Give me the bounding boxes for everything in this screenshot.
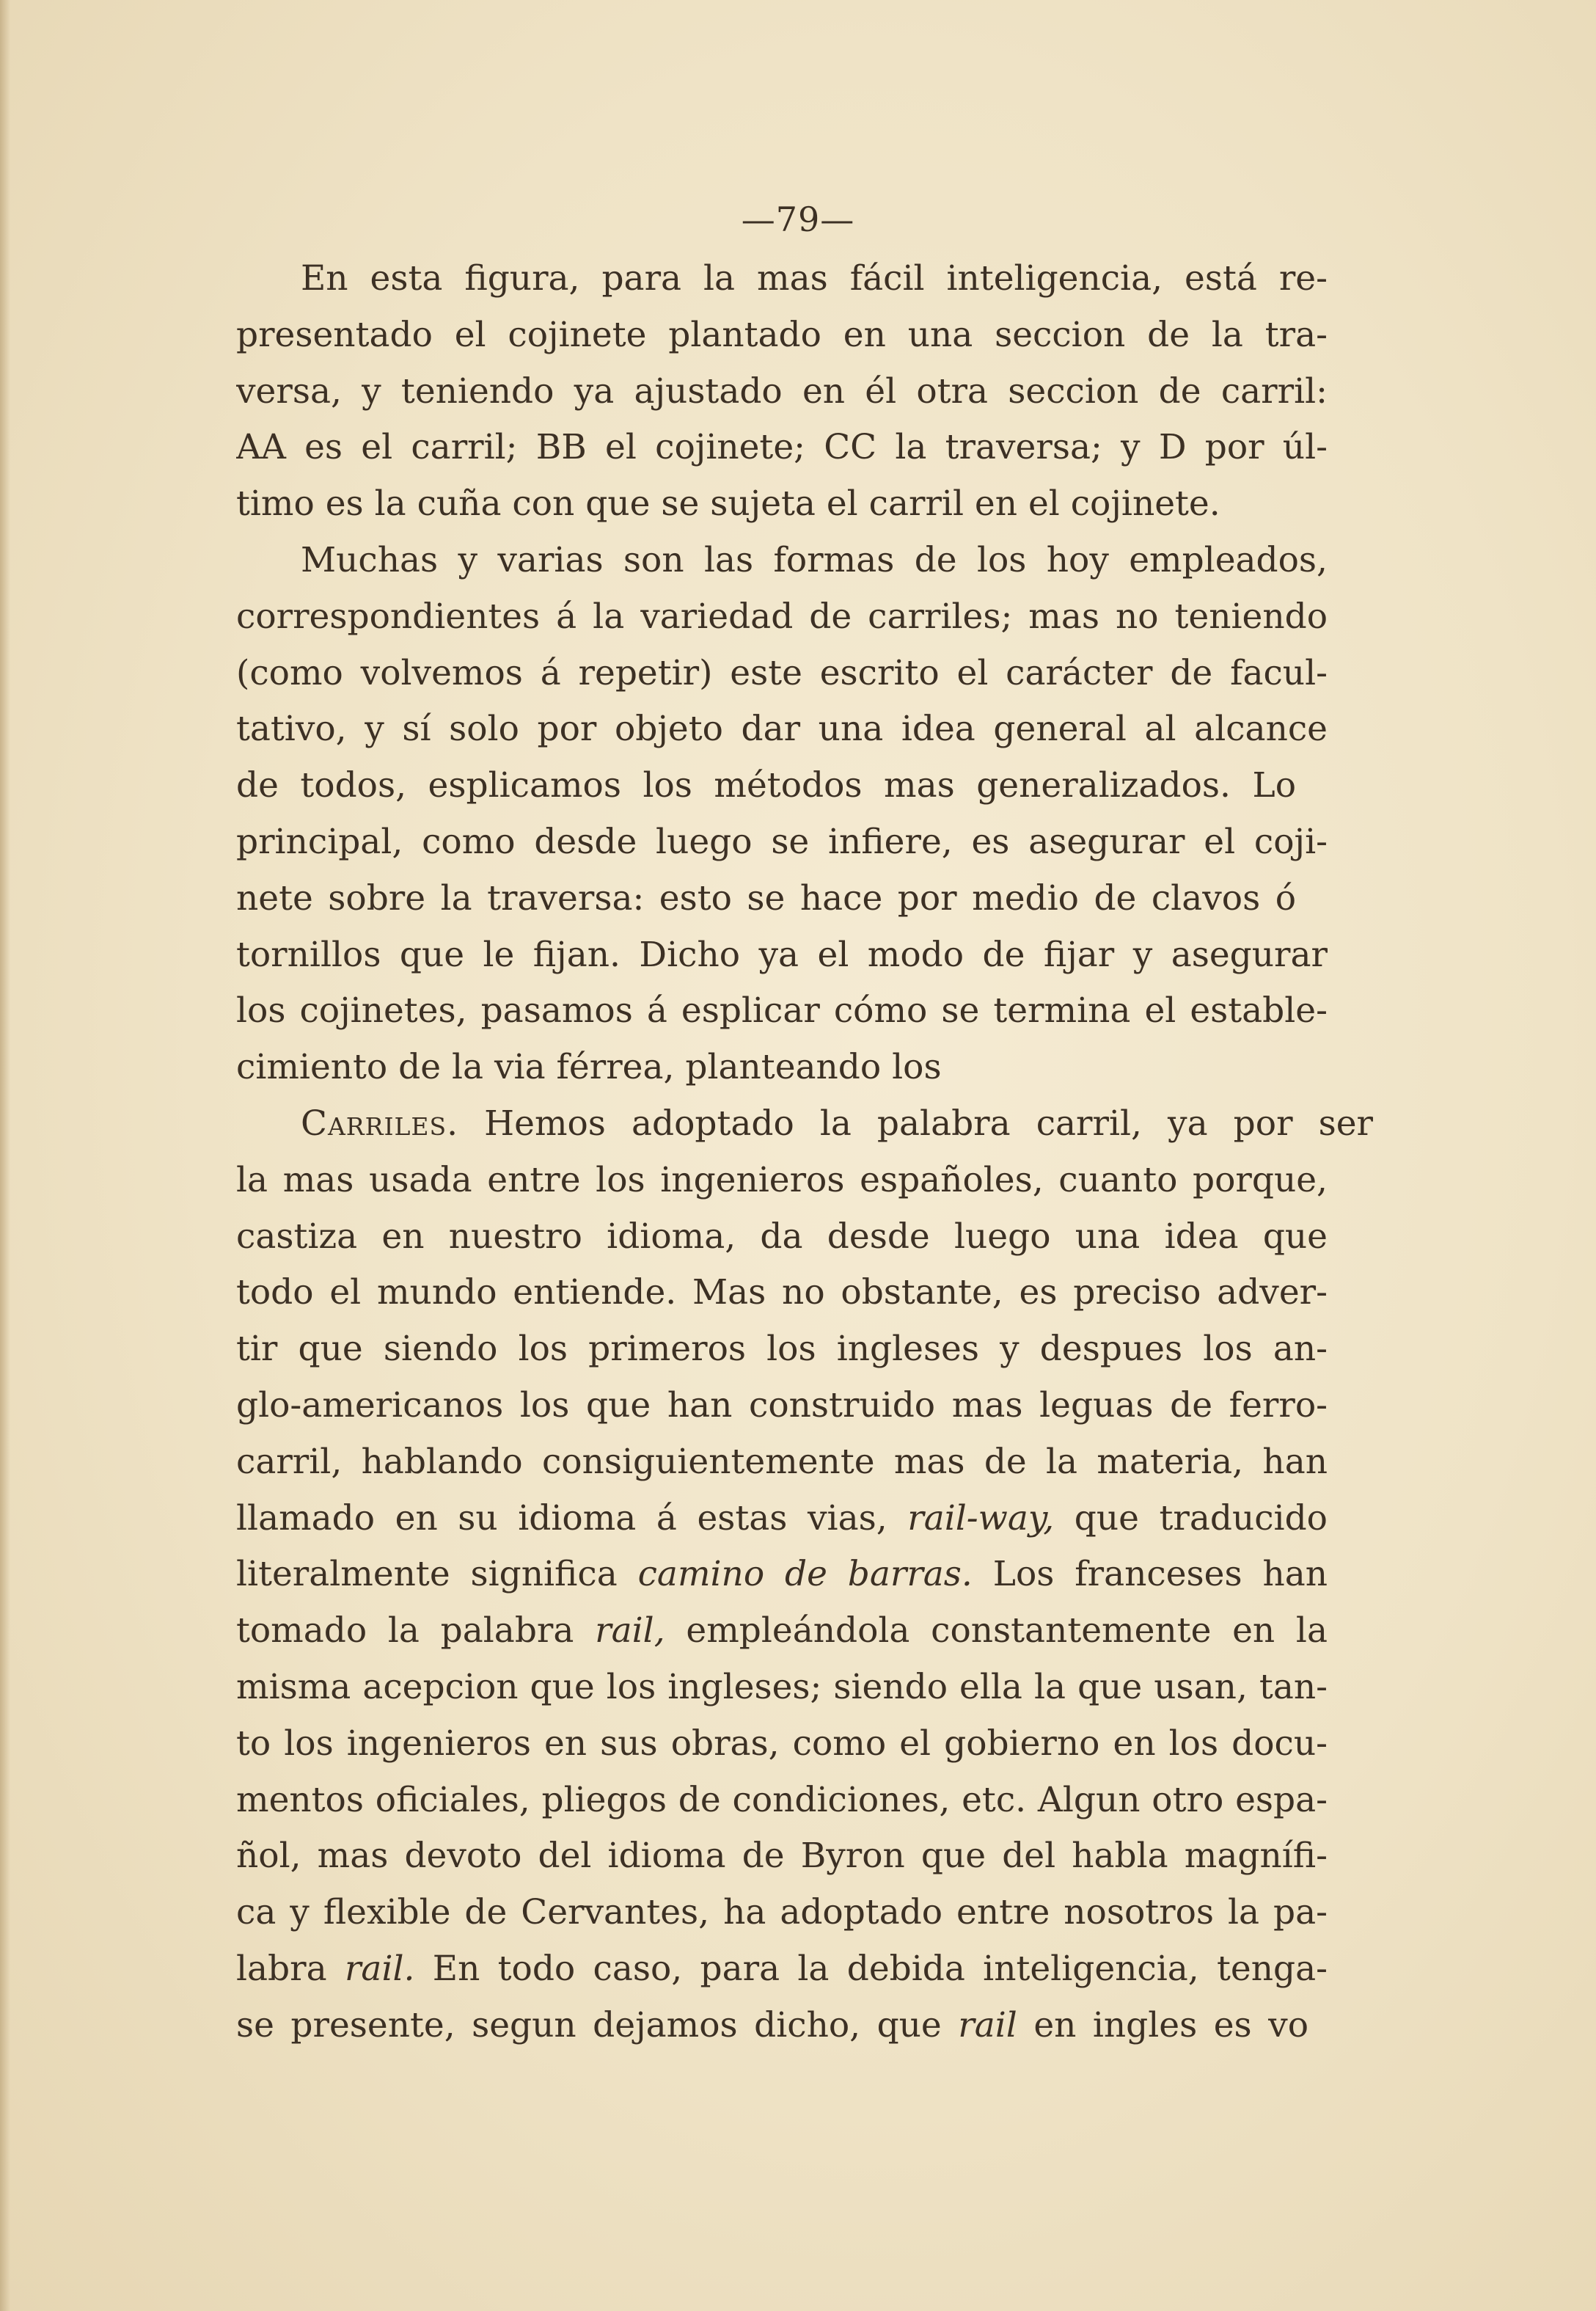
- text-line: correspondientes á la variedad de carriles; mas no teniendo: [236, 596, 1328, 637]
- italic-term: rail: [958, 2004, 1017, 2045]
- text-line: [236, 1998, 1308, 2054]
- text-span: en ingles es vo: [1033, 2004, 1308, 2045]
- text-line: los cojinetes, pasamos á esplicar cómo se termina el estable-: [236, 990, 1328, 1032]
- section-heading: Carriles.: [301, 1103, 459, 1144]
- text-line: [236, 1491, 1328, 1547]
- text-line: [236, 1603, 1328, 1660]
- text-line: [236, 1941, 1328, 1998]
- body-text: [236, 251, 1373, 2054]
- text-line: tativo, y sí solo por objeto dar una idea general al alcance: [236, 709, 1328, 750]
- text-span: En todo caso, para la debida inteligencia, tenga-: [432, 1948, 1328, 1989]
- text-line: ñol, mas devoto del idioma de Byron que del habla magnífi-: [236, 1836, 1328, 1877]
- text-line: timo es la cuña con que se sujeta el carril en el cojinete.: [236, 483, 1220, 525]
- text-line: [236, 1547, 1328, 1603]
- text-span: empleándola constantemente en la: [686, 1610, 1328, 1651]
- text-line: ca y flexible de Cervantes, ha adoptado entre nosotros la pa-: [236, 1892, 1328, 1933]
- text-span: labra: [236, 1948, 327, 1989]
- text-line: todo el mundo entiende. Mas no obstante, es preciso adver-: [236, 1272, 1328, 1313]
- text-span: que traducido: [1074, 1497, 1328, 1538]
- text-line: de todos, esplicamos los métodos mas generalizados. Lo: [236, 765, 1296, 806]
- text-span: llamado en su idioma á estas vias,: [236, 1497, 887, 1538]
- italic-term: rail.: [344, 1948, 415, 1989]
- text-line: versa, y teniendo ya ajustado en él otra seccion de carril:: [236, 370, 1328, 412]
- text-line: nete sobre la traversa: esto se hace por medio de clavos ó: [236, 877, 1296, 919]
- text-span: se presente, segun dejamos dicho, que: [236, 2004, 942, 2045]
- text-line: carril, hablando consiguientemente mas de la materia, han: [236, 1441, 1328, 1482]
- text-line: tir que siendo los primeros los ingleses y despues los an-: [236, 1329, 1328, 1370]
- italic-term: camino de barras.: [637, 1554, 973, 1595]
- text-span: tomado la palabra: [236, 1610, 574, 1651]
- text-line: la mas usada entre los ingenieros españoles, cuanto porque,: [236, 1159, 1328, 1200]
- text-line: [236, 1096, 1373, 1153]
- italic-term: rail-way,: [907, 1497, 1055, 1538]
- text-line: AA es el carril; BB el cojinete; CC la traversa; y D por úl-: [236, 427, 1328, 468]
- text-line: misma acepcion que los ingleses; siendo ella la que usan, tan-: [236, 1666, 1328, 1707]
- page-number: —79—: [741, 200, 855, 239]
- text-line: glo-americanos los que han construido mas leguas de ferro-: [236, 1384, 1328, 1425]
- text-line: tornillos que le fijan. Dicho ya el modo de fijar y asegurar: [236, 934, 1328, 975]
- page-binding-edge: [0, 0, 10, 2311]
- text-line: (como volvemos á repetir) este escrito el carácter de facul-: [236, 652, 1328, 693]
- text-line: Muchas y varias son las formas de los hoy empleados,: [301, 539, 1328, 580]
- text-line: to los ingenieros en sus obras, como el gobierno en los docu-: [236, 1723, 1328, 1764]
- text-line: principal, como desde luego se infiere, es asegurar el coji-: [236, 821, 1328, 862]
- text-span: literalmente significa: [236, 1554, 618, 1595]
- text-line: cimiento de la via férrea, planteando los: [236, 1047, 942, 1088]
- text-span: Los franceses han: [992, 1554, 1328, 1595]
- text-line: mentos oficiales, pliegos de condiciones, etc. Algun otro espa-: [236, 1779, 1328, 1820]
- text-line: presentado el cojinete plantado en una seccion de la tra-: [236, 314, 1328, 355]
- text-line: En esta figura, para la mas fácil inteligencia, está re-: [301, 258, 1328, 299]
- text-line: castiza en nuestro idioma, da desde luego una idea que: [236, 1216, 1328, 1257]
- italic-term: rail,: [595, 1610, 665, 1651]
- text-span: Hemos adoptado la palabra carril, ya por ser: [484, 1103, 1373, 1144]
